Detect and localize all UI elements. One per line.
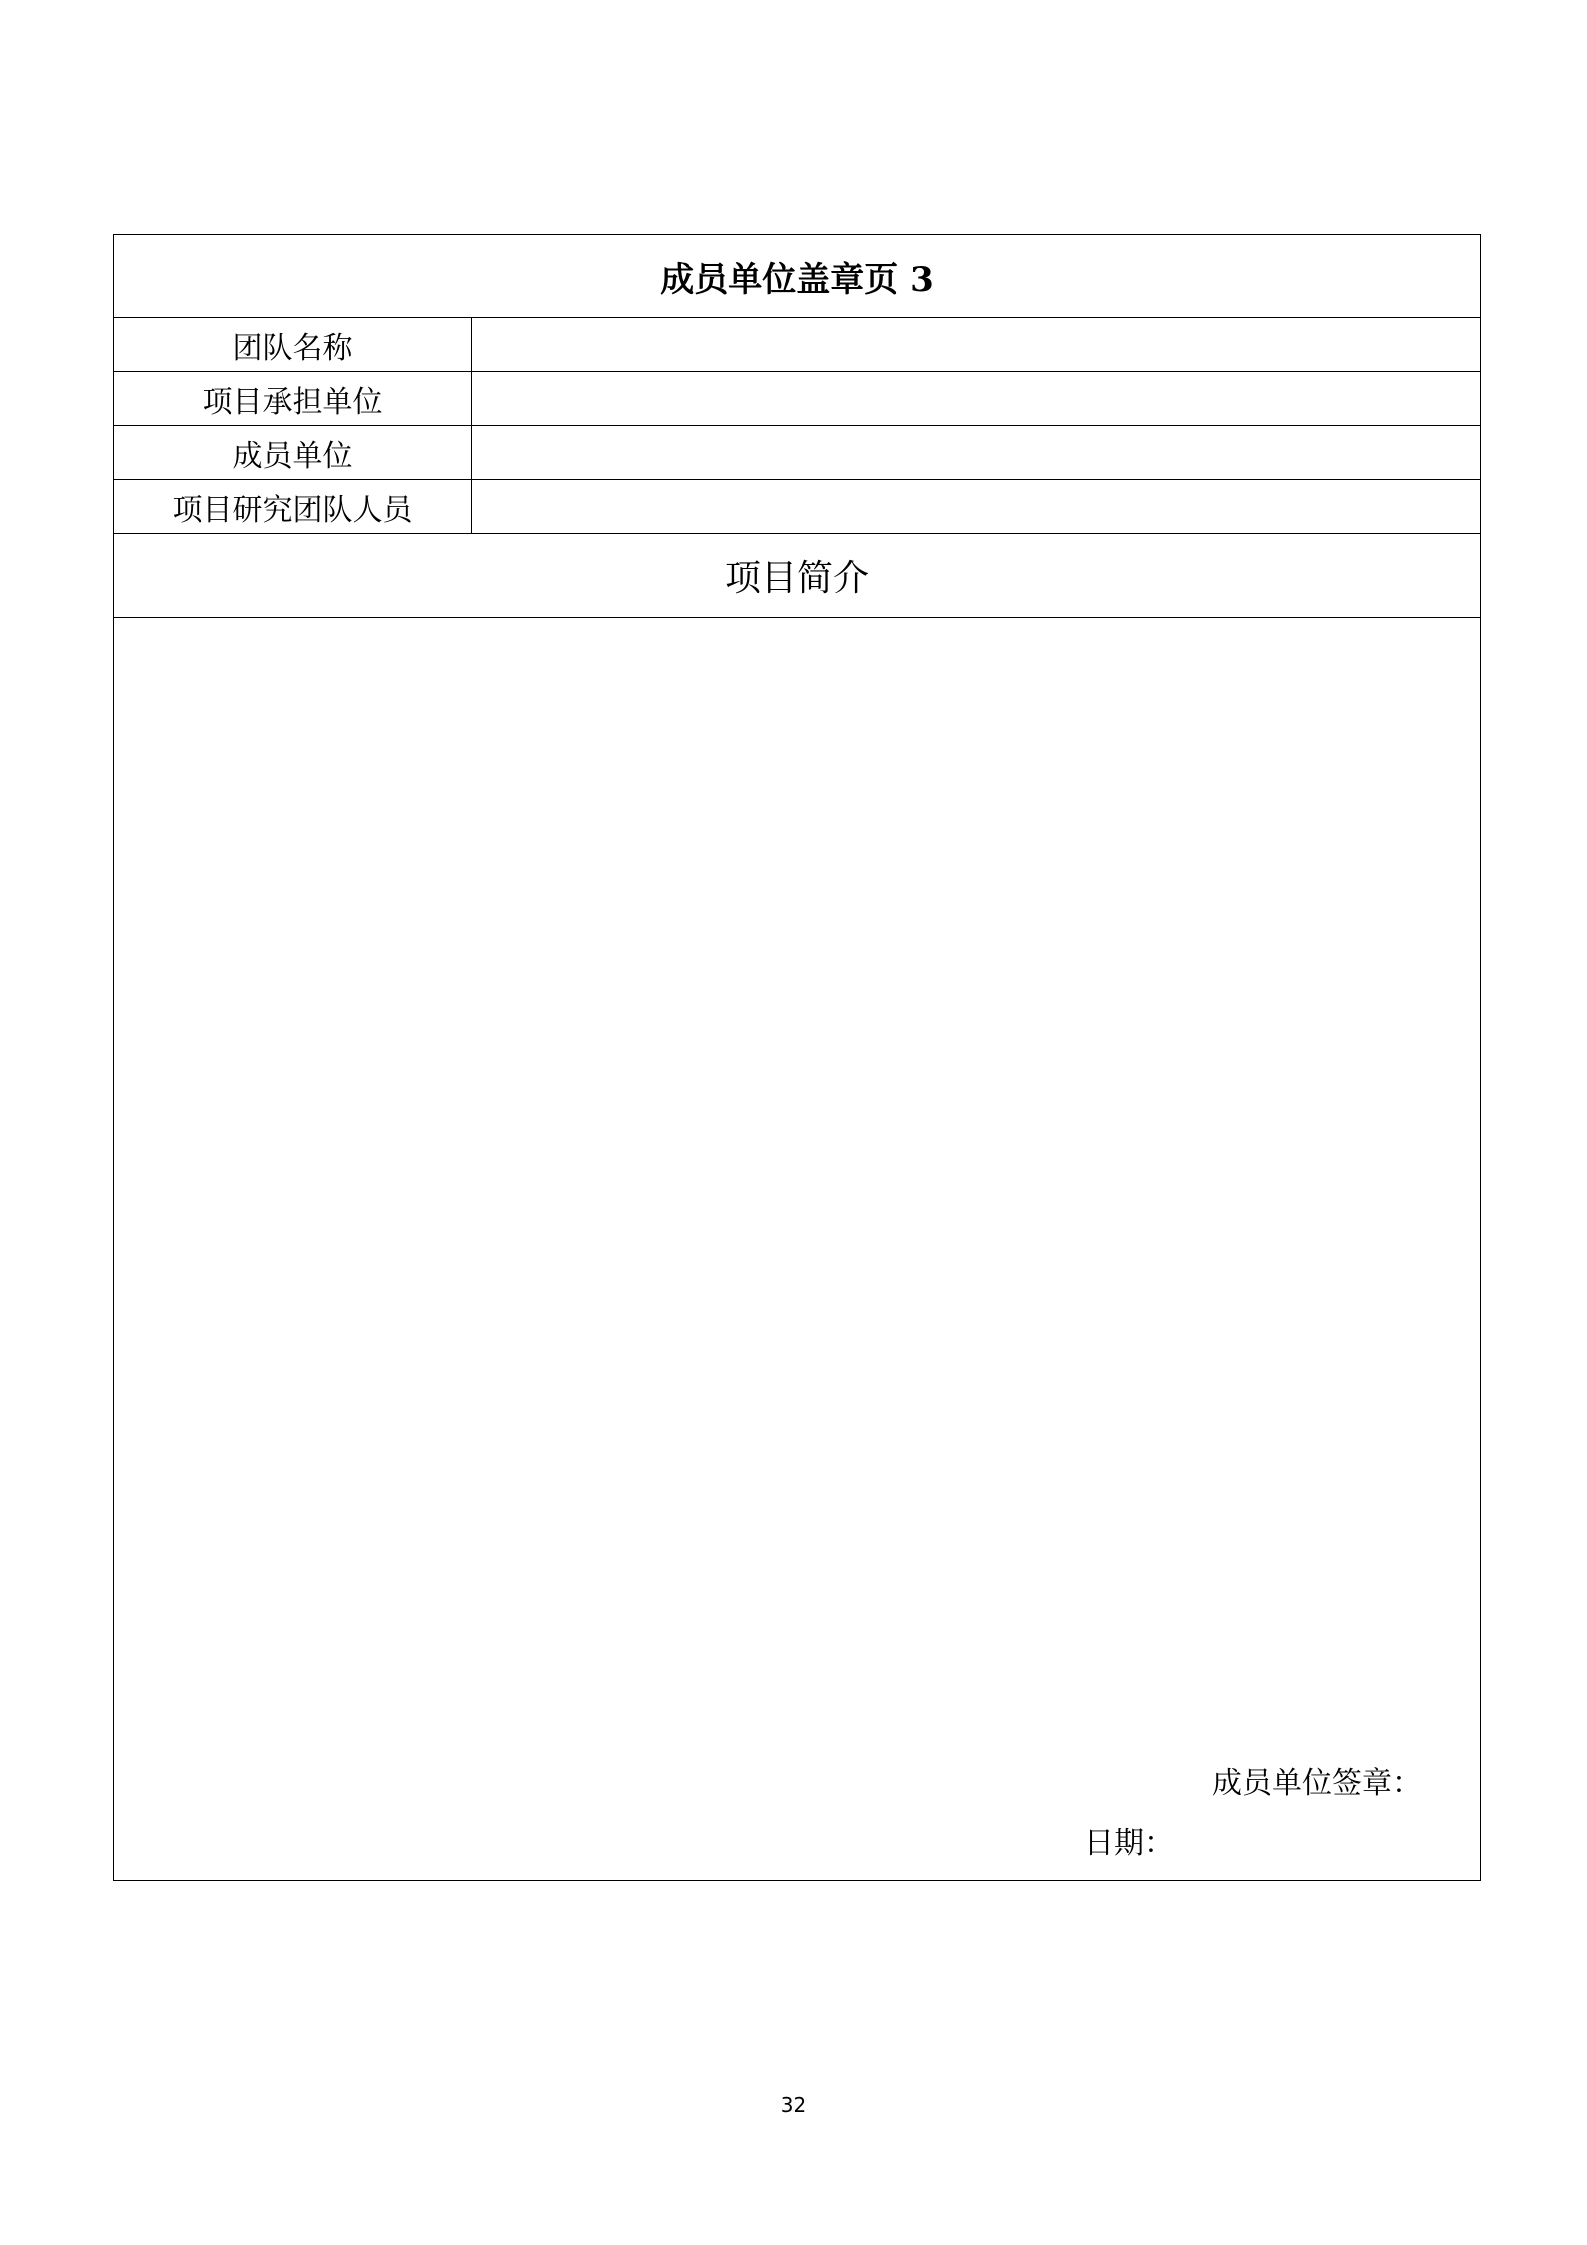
lead-unit-field[interactable] [472, 372, 1481, 426]
lead-unit-label: 项目承担单位 [114, 372, 472, 426]
signature-label: 成员单位签章： [1212, 1766, 1422, 1801]
project-intro-text-area[interactable] [134, 638, 1460, 1730]
member-unit-field[interactable] [472, 426, 1481, 480]
project-intro-body [114, 618, 1481, 1881]
date-label: 日期： [1084, 1826, 1174, 1861]
field-row-member-unit [114, 426, 1481, 480]
field-row-lead-unit [114, 372, 1481, 426]
form-title: 成员单位盖章页 3 [114, 235, 1481, 318]
project-intro-container [114, 618, 1480, 1880]
member-unit-label: 成员单位 [114, 426, 472, 480]
page-number: 32 [780, 2093, 807, 2117]
team-name-field[interactable] [472, 318, 1481, 372]
team-name-label: 团队名称 [114, 318, 472, 372]
stamp-page-form-table [113, 234, 1481, 1881]
field-row-team-name [114, 318, 1481, 372]
field-row-team-members [114, 480, 1481, 534]
team-members-field[interactable] [472, 480, 1481, 534]
project-intro-heading: 项目简介 [114, 534, 1481, 618]
team-members-label: 项目研究团队人员 [114, 480, 472, 534]
